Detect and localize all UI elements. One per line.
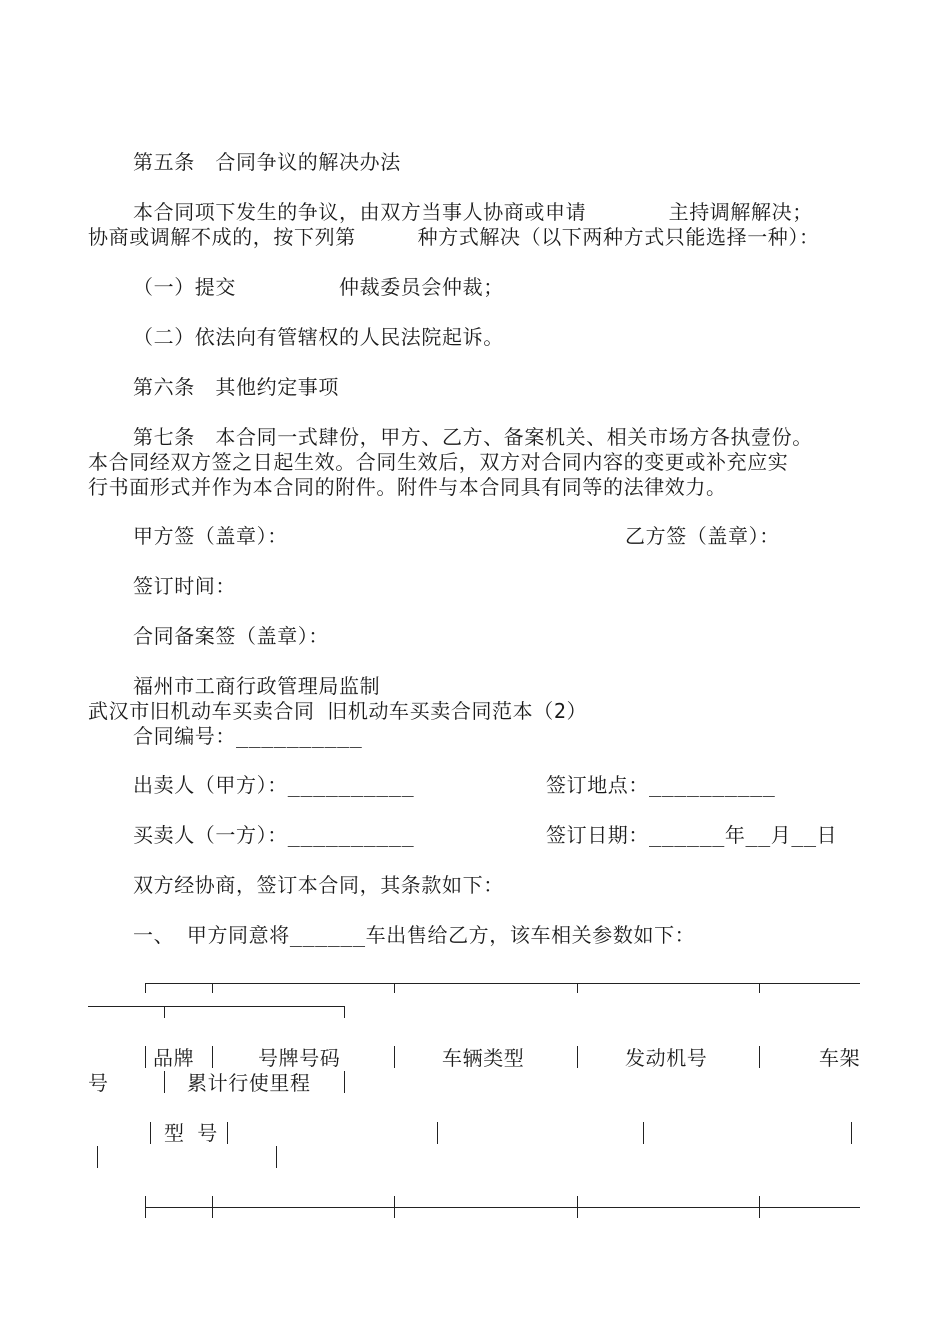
table-cell-border: [164, 1071, 165, 1093]
agreement-intro: 双方经协商，签订本合同，其条款如下：: [133, 873, 504, 897]
table-top-rule: [145, 983, 860, 984]
table-cell-border: [150, 1122, 151, 1144]
table-cell-border: [344, 1071, 345, 1093]
article-5-paragraph-line-2: 协商或调解不成的，按下列第 种方式解决（以下两种方式只能选择一种）：: [88, 225, 820, 249]
table-cell-border: [97, 1146, 98, 1168]
table-cross-tick: [577, 1196, 578, 1218]
contract-number-field: 合同编号：__________: [133, 724, 363, 748]
table-cell-border: [227, 1122, 228, 1144]
party-a-signature-label: 甲方签（盖章）：: [133, 524, 288, 548]
table-cell-border: [437, 1122, 438, 1144]
article-5-option-1: （一）提交 仲裁委员会仲裁；: [133, 275, 504, 299]
table-cell-border: [145, 1046, 146, 1068]
article-5-title: 第五条 合同争议的解决办法: [133, 150, 401, 174]
table-header-engine-number: 发动机号: [625, 1046, 708, 1070]
table-header-brand: 品牌: [153, 1046, 195, 1070]
clause-1: 一、 甲方同意将______车出售给乙方，该车相关参数如下：: [133, 923, 696, 947]
table-cross-tick: [145, 1196, 146, 1218]
table-cell-border: [643, 1122, 644, 1144]
article-5-option-2: （二）依法向有管辖权的人民法院起诉。: [133, 325, 504, 349]
filing-signature-label: 合同备案签（盖章）：: [133, 624, 329, 648]
table-top-tick: [145, 983, 146, 993]
table-top-tick: [577, 983, 578, 993]
table-top-tick: [394, 983, 395, 993]
buyer-field: 买卖人（一方）：__________: [133, 823, 415, 847]
table-header-model: 型 号: [164, 1121, 218, 1145]
article-7-line-2: 本合同经双方签之日起生效。合同生效后，双方对合同内容的变更或补充应实: [88, 450, 789, 474]
table-cell-border: [394, 1046, 395, 1068]
table-header-frame-part-2: 号: [88, 1071, 109, 1095]
table-cell-border: [577, 1046, 578, 1068]
table-header-vehicle-type: 车辆类型: [442, 1046, 525, 1070]
table-middle-rule: [145, 1207, 860, 1208]
table-cross-tick: [759, 1196, 760, 1218]
table-cross-tick: [394, 1196, 395, 1218]
second-contract-title: 武汉市旧机动车买卖合同 旧机动车买卖合同范本（2）: [88, 699, 588, 723]
table-cross-tick: [212, 1196, 213, 1218]
table-cell-border: [851, 1122, 852, 1144]
table-top-tick: [759, 983, 760, 993]
table-header-frame-part-1: 车架: [819, 1046, 861, 1070]
table-wrap-tick: [164, 1006, 165, 1018]
table-cell-border: [212, 1046, 213, 1068]
article-6-title: 第六条 其他约定事项: [133, 375, 339, 399]
article-5-paragraph-line-1: 本合同项下发生的争议，由双方当事人协商或申请 主持调解解决；: [133, 200, 813, 224]
signing-date-field: 签订日期：______年__月__日: [546, 823, 838, 847]
party-b-signature-label: 乙方签（盖章）：: [625, 524, 780, 548]
table-cell-border: [276, 1146, 277, 1168]
table-top-tick: [212, 983, 213, 993]
supervisor-line: 福州市工商行政管理局监制: [133, 674, 381, 698]
seller-field: 出卖人（甲方）：__________: [133, 773, 415, 797]
table-wrap-tick: [344, 1006, 345, 1018]
signing-time-label: 签订时间：: [133, 574, 236, 598]
table-header-mileage: 累计行使里程: [187, 1071, 311, 1095]
signing-place-field: 签订地点：__________: [546, 773, 776, 797]
article-7-line-1: 第七条 本合同一式肆份，甲方、乙方、备案机关、相关市场方各执壹份。: [133, 425, 813, 449]
article-7-line-3: 行书面形式并作为本合同的附件。附件与本合同具有同等的法律效力。: [88, 475, 727, 499]
table-wrap-rule: [88, 1006, 344, 1007]
table-header-plate-number: 号牌号码: [258, 1046, 341, 1070]
table-cell-border: [759, 1046, 760, 1068]
